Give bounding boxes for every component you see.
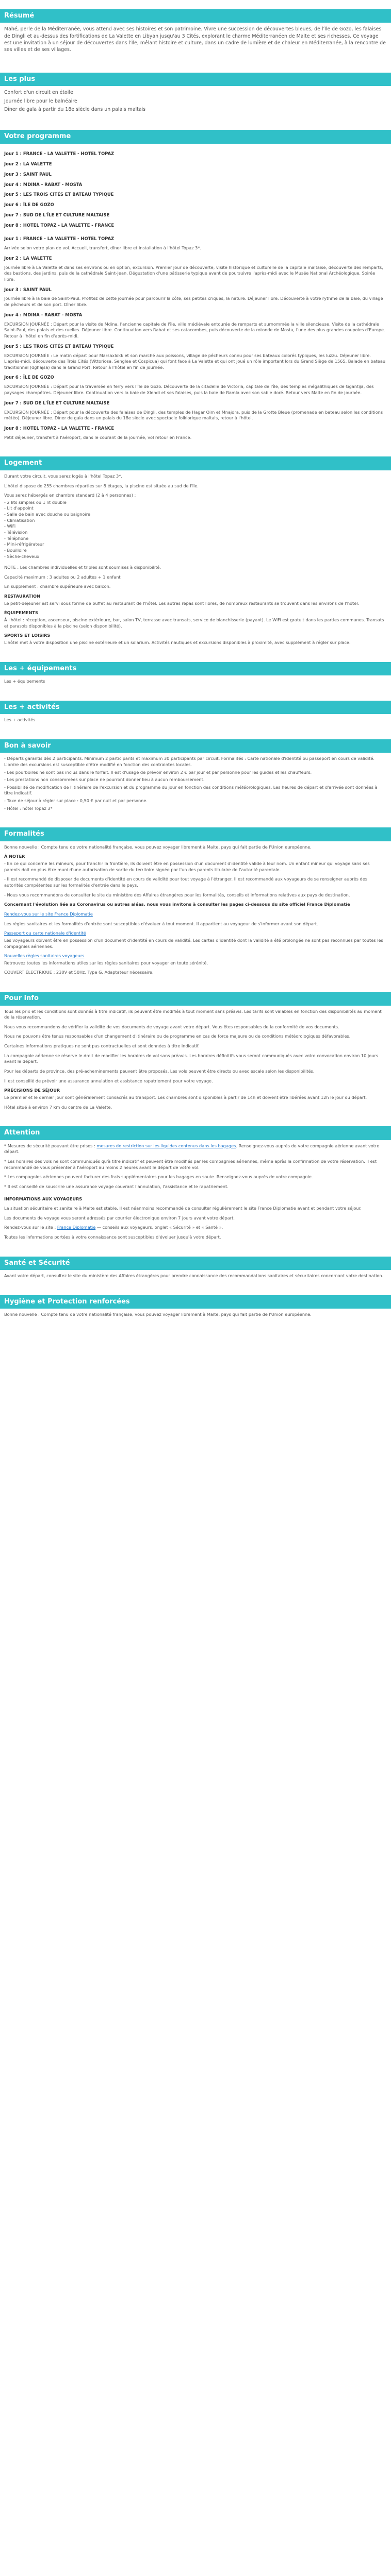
logement-note: NOTE : Les chambres individuelles et triples sont soumises à disponibilité. xyxy=(4,565,161,570)
formalites-text: - Il est recommandé de disposer de documents d'identité en cours de validité pour tout voyage à l'étranger. Il est recommandé aux voyageurs de se renseigner auprès des autorités compétentes sur les formalités d'entrée dans le pays. xyxy=(4,876,368,888)
room-feature: - Téléphone xyxy=(4,535,29,541)
section-title-attention: Attention xyxy=(0,1126,391,1140)
section-title-plus: Les plus xyxy=(0,73,391,86)
info-text: Il est conseillé de prévoir une assurance annulation et assistance rapatriement pour votre voyage. xyxy=(4,1078,213,1083)
section-title-formalites: Formalités xyxy=(0,827,391,841)
attention-text: . Renseignez-vous auprès de votre compagnie aérienne avant votre départ. xyxy=(4,1143,380,1155)
bon-a-savoir-item: - Hôtel : hôtel Topaz 3* xyxy=(4,805,53,811)
attention-closing: Toutes les informations portées à votre connaissance sont susceptibles d'évoluer jusqu'à votre départ. xyxy=(4,1234,221,1240)
formalites-note-label: À NOTER xyxy=(4,854,25,859)
covid-text: Les règles sanitaires et les formalités d'entrée sont susceptibles d'évoluer à tout moment. Il appartient au voyageur de s'informer avant son départ. xyxy=(4,921,318,926)
day-title: Jour 7 : SUD DE L'ÎLE ET CULTURE MALTAISE xyxy=(4,400,110,405)
room-feature: - Climatisation xyxy=(4,517,35,523)
day-description: Journée libre à La Valette et dans ses environs ou en option, excursion. Premier jour de découverte, visite historique et culturelle de la capitale maltaise, découverte des remparts, des bastions, des jardins, puis de la cathédrale Saint-Jean. Dégustation d'une pâtisserie typique avant de poursuivre l'après-midi avec le Musée National Archéologique. Soirée libre. xyxy=(4,264,383,282)
section-activites xyxy=(0,701,391,732)
attention-text: * Mesures de sécurité pouvant être prises : xyxy=(4,1143,97,1148)
info-text: Nous vous recommandons de vérifier la validité de vos documents de voyage avant votre départ. Vous êtes responsables de la conformité de vos documents. xyxy=(4,1024,339,1029)
room-feature: - Sèche-cheveux xyxy=(4,553,40,559)
day-description: Journée libre à la baie de Saint-Paul. Profitez de cette journée pour parcourir la côte, ses petites criques, la nature. Déjeuner libre. Découverte à votre rythme de la baie, du village de pêcheurs et de son port. Dîner libre. xyxy=(4,296,383,308)
info-subtitle: PRÉCISIONS DE SÉJOUR xyxy=(4,1088,60,1093)
sports-title: SPORTS ET LOISIRS xyxy=(4,633,51,638)
bon-a-savoir-item: - Départs garantis dès 2 participants. Minimum 2 participants et maximum 30 participants par circuit. Formalités : Carte nationale d'identité ou passeport en cours de validité. L'ordre des excursions est susceptible d'être modifié en fonction des contraintes locales. xyxy=(4,756,375,767)
logement-text: Vous serez hébergés en chambre standard (2 à 4 personnes) : xyxy=(4,493,136,498)
info-text: Nous ne pouvons être tenus responsables d'un changement d'itinéraire ou de programme en cas de force majeure ou de conditions météorologiques défavorables. xyxy=(4,1033,351,1039)
section-title-programme: Votre programme xyxy=(0,130,391,143)
day-description: EXCURSION JOURNÉE : Départ pour la traversée en ferry vers l'île de Gozo. Découverte de la citadelle de Victoria, capitale de l'île, des temples mégalithiques de Ggantija, des paysages champêtres. Déjeuner libre. Continuation vers la baie de Xlendi et ses falaises, puis la baie de Ramla avec son sable doré. Retour vers Malte en fin de journée. xyxy=(4,384,374,395)
formalites-intro: Bonne nouvelle : Compte tenu de votre nationalité française, vous pouvez voyager librement à Malte, pays qui fait partie de l'Union européenne. xyxy=(4,844,312,850)
page xyxy=(0,9,391,1327)
day-list-item: Jour 6 : ÎLE DE GOZO xyxy=(4,202,54,208)
info-text: Certaines informations pratiques ne sont pas contractuelles et sont données à titre indicatif. xyxy=(4,1043,200,1049)
day-list-item: Jour 2 : LA VALETTE xyxy=(4,161,52,166)
france-diplomatie-link[interactable]: Rendez-vous sur le site France Diplomatie xyxy=(4,911,93,917)
resume-text: Mahé, perle de la Méditerranée, vous attend avec ses histoires et son patrimoine. Vivre une succession de découvertes bleues, de l'Île de Gozo, les falaises de Dingli et au-dessus des fortifications de La Valette en Libyan jusqu'au 3 Cités, explorant le charme Méditerranéen de Malte et ses richesses. Ce voyage est une invitation à un séjour de découvertes dans l'Île, mêlant histoire et culture, dans un cadre de lumière et de chaleur en Méditerranée, à la rencontre de ses villes et de ses villages. xyxy=(4,26,386,53)
equipements-text: À l'hôtel : réception, ascenseur, piscine extérieure, bar, salon TV, terrasse avec transats, service de blanchisserie (payant). Le WiFi est gratuit dans les parties communes. Transats et parasols disponibles à la piscine (selon disponibilité). xyxy=(4,617,384,629)
logement-intro: Durant votre circuit, vous serez logés à l'hôtel Topaz 3*. xyxy=(4,473,122,479)
room-feature: - WiFi xyxy=(4,523,16,529)
section-plus xyxy=(0,73,391,122)
section-title-resume: Résumé xyxy=(0,9,391,23)
passport-text: Les voyageurs doivent être en possession d'un document d'identité en cours de validité. Les cartes d'identité dont la validité a été prolongée ne sont pas reconnues par toutes les compagnies aériennes. xyxy=(4,937,383,949)
france-diplomatie-link-2[interactable]: France Diplomatie xyxy=(57,1225,96,1230)
day-description: EXCURSION JOURNÉE : Le matin départ pour Marsaxlokk et son marché aux poissons, village de pêcheurs connu pour ses bateaux colorés typiques, les luzzu. Déjeuner libre. L'après-midi, découverte des Trois Cités (Vittoriosa, Senglea et Cospicua) qui font face à La Valette et qui ont joué un rôle important lors du Grand Siège de 1565. Balade en bateau traditionnel (dghajsa) dans le Grand Port. Retour à l'hôtel en fin de journée. xyxy=(4,352,386,370)
formalites-text: - Nous vous recommandons de consulter le site du ministère des Affaires étrangères pour les formalités, conseils et informations relatives aux pays de destination. xyxy=(4,892,350,897)
section-title-equipements: Les + équipements xyxy=(0,662,391,675)
sante-text: Avant votre départ, consultez le site du ministère des Affaires étrangères pour prendre connaissance des recommandations sanitaires et sécuritaires concernant votre destination. xyxy=(4,1273,384,1279)
formalites-text: - En ce qui concerne les mineurs, pour franchir la frontière, ils doivent être en possession d'un document d'identité valide à leur nom. Un enfant mineur qui voyage sans ses parents doit en plus être muni d'une autorisation de sortie du territoire signée par l'un des parents titulaire de l'autorité parentale. xyxy=(4,861,370,872)
day-description: Petit déjeuner, transfert à l'aéroport, dans le courant de la journée, vol retour en France. xyxy=(4,434,192,440)
hygiene-text: Bonne nouvelle : Compte tenu de votre nationalité française, vous pouvez voyager librement à Malte, pays qui fait partie de l'Union européenne. xyxy=(4,1312,312,1317)
bon-a-savoir-item: - Possibilité de modification de l'itinéraire de l'excursion et du programme du jour en fonction des conditions météorologiques. Les heures de départ et d'arrivée sont données à titre indicatif. xyxy=(4,784,378,796)
section-formalites xyxy=(0,827,391,985)
section-attention xyxy=(0,1126,391,1249)
room-feature: - Mini-réfrigérateur xyxy=(4,541,44,547)
bon-a-savoir-item: - Les pourboires ne sont pas inclus dans le forfait. Il est d'usage de prévoir environ 2 € par jour et par personne pour les guides et les chauffeurs. xyxy=(4,769,312,775)
section-title-hygiene: Hygiène et Protection renforcées xyxy=(0,1295,391,1309)
activites-body: Les + activités xyxy=(4,717,36,723)
equipements-body: Les + équipements xyxy=(4,679,45,684)
link-suffix: — conseils aux voyageurs, onglet « Sécurité » et « Santé ». xyxy=(95,1225,223,1230)
day-title: Jour 3 : SAINT PAUL xyxy=(4,286,52,292)
day-title: Jour 4 : MDINA - RABAT - MOSTA xyxy=(4,312,83,317)
day-title: Jour 1 : FRANCE - LA VALETTE - HOTEL TOPAZ xyxy=(4,236,115,242)
plus-line: Dîner de gala à partir du 18e siècle dans un palais maltais xyxy=(4,106,146,112)
room-feature: - Bouilloire xyxy=(4,547,27,553)
traveler-info-title: INFORMATIONS AUX VOYAGEURS xyxy=(4,1196,83,1201)
section-logement xyxy=(0,456,391,654)
electric-info: COUVERT ÉLECTRIQUE : 230V et 50Hz. Type G. Adaptateur nécessaire. xyxy=(4,970,154,975)
day-list-item: Jour 7 : SUD DE L'ÎLE ET CULTURE MALTAISE xyxy=(4,212,110,218)
liquids-restriction-link[interactable]: mesures de restriction sur les liquides contenus dans les bagages xyxy=(96,1143,236,1148)
attention-item xyxy=(4,1143,387,1155)
traveler-info-text: Les documents de voyage vous seront adressés par courrier électronique environ 7 jours avant votre départ. xyxy=(4,1215,235,1221)
equipements-title: ÉQUIPEMENTS xyxy=(4,610,38,616)
day-list-item: Jour 8 : HOTEL TOPAZ - LA VALETTE - FRANCE xyxy=(4,223,115,228)
section-title-sante: Santé et Sécurité xyxy=(0,1257,391,1270)
logement-supplement: En supplément : chambre supérieure avec balcon. xyxy=(4,584,111,589)
bon-a-savoir-item: - Les prestations non consommées sur place ne pourront donner lieu à aucun remboursement. xyxy=(4,777,205,783)
info-text: Tous les prix et les conditions sont donnés à titre indicatif, ils peuvent être modifiés à tout moment sans préavis. Les tarifs sont valables en fonction des disponibilités au moment de la réservation. xyxy=(4,1008,382,1020)
day-title: Jour 6 : ÎLE DE GOZO xyxy=(4,375,54,380)
traveler-info-link-line xyxy=(4,1225,387,1231)
room-feature: - Télévision xyxy=(4,529,28,535)
day-list-item: Jour 3 : SAINT PAUL xyxy=(4,171,52,177)
traveler-info-text: La situation sécuritaire et sanitaire à Malte est stable. Il est néanmoins recommandé de consulter régulièrement le site France Diplomatie avant et pendant votre séjour. xyxy=(4,1206,362,1211)
attention-item: * Les compagnies aériennes peuvent facturer des frais supplémentaires pour les bagages en soute. Renseignez-vous auprès de votre compagnie. xyxy=(4,1174,313,1180)
day-list-item: Jour 5 : LES TROIS CITÉS ET BATEAU TYPIQUE xyxy=(4,192,114,197)
day-title: Jour 2 : LA VALETTE xyxy=(4,255,52,261)
room-feature: - Salle de bain avec douche ou baignoire xyxy=(4,512,90,517)
room-feature: - Lit d'appoint xyxy=(4,505,34,511)
info-text: La compagnie aérienne se réserve le droit de modifier les horaires de vol sans préavis. Les horaires définitifs vous seront communiqués avec votre convocation environ 10 jours avant le départ. xyxy=(4,1053,379,1064)
sports-text: L'hôtel met à votre disposition une piscine extérieure et un solarium. Activités nautiques et excursions disponibles à proximité, avec supplément à régler sur place. xyxy=(4,639,351,645)
section-equipements xyxy=(0,662,391,693)
day-description: Arrivée selon votre plan de vol. Accueil, transfert, dîner libre et installation à l'hôtel Topaz 3*. xyxy=(4,245,201,251)
restauration-title: RESTAURATION xyxy=(4,594,40,599)
info-text: Hôtel situé à environ 7 km du centre de La Valette. xyxy=(4,1104,112,1110)
covid-title: Concernant l'évolution liée au Coronavirus ou autres aléas, nous vous invitons à consulter les pages ci-dessous du site officiel France Diplomatie xyxy=(4,902,350,907)
section-title-activites: Les + activités xyxy=(0,701,391,714)
section-bon-a-savoir xyxy=(0,739,391,821)
section-programme xyxy=(0,130,391,449)
day-description: EXCURSION JOURNÉE : Départ pour la visite de Mdina, l'ancienne capitale de l'île, ville médiévale entourée de remparts et surnommée la ville silencieuse. Visite de la cathédrale Saint-Paul, des palais et des ruelles. Déjeuner libre. Continuation vers Rabat et ses catacombes, puis découverte de la rotonde de Mosta, l'une des plus grandes coupoles d'Europe. Retour à l'hôtel en fin d'après-midi. xyxy=(4,321,385,338)
info-text: Le premier et le dernier jour sont généralement consacrés au transport. Les chambres sont disponibles à partir de 14h et doivent être libérées avant 12h le jour du départ. xyxy=(4,1094,367,1100)
day-list-item: Jour 4 : MDINA - RABAT - MOSTA xyxy=(4,181,83,187)
passport-link[interactable]: Passeport ou carte nationale d'identité xyxy=(4,930,86,936)
bon-a-savoir-item: - Taxe de séjour à régler sur place : 0,50 € par nuit et par personne. xyxy=(4,798,148,804)
logement-text: L'hôtel dispose de 255 chambres réparties sur 8 étages, la piscine est située au sud de l'île. xyxy=(4,483,199,488)
section-title-bon-a-savoir: Bon à savoir xyxy=(0,739,391,753)
day-description: EXCURSION JOURNÉE : Départ pour la découverte des falaises de Dingli, des temples de Hagar Qim et Mnajdra, puis de la Grotte Bleue (promenade en bateau selon les conditions météo). Déjeuner libre. Dîner de gala dans un palais du 18e siècle avec spectacle folklorique maltais, retour à l'hôtel. xyxy=(4,409,383,421)
sanitary-rules-link[interactable]: Nouvelles règles sanitaires voyageurs xyxy=(4,953,85,959)
plus-line: Journée libre pour le balnéaire xyxy=(4,98,77,104)
section-title-logement: Logement xyxy=(0,456,391,470)
section-resume xyxy=(0,9,391,62)
info-text: Pour les départs de province, des pré-acheminements peuvent être proposés. Les vols peuvent être directs ou avec escale selon les disponibilités. xyxy=(4,1069,315,1074)
restauration-text: Le petit-déjeuner est servi sous forme de buffet au restaurant de l'hôtel. Les autres repas sont libres, de nombreux restaurants se trouvent dans les environs de l'hôtel. xyxy=(4,600,360,606)
attention-item: * Il est conseillé de souscrire une assurance voyage couvrant l'annulation, l'assistance et le rapatriement. xyxy=(4,1183,229,1189)
attention-item: * Les horaires des vols ne sont communiqués qu'à titre indicatif et peuvent être modifiés par les compagnies aériennes, même après la confirmation de votre réservation. Il est recommandé de vous présenter à l'aéroport au moins 2 heures avant le départ de votre vol. xyxy=(4,1158,377,1170)
logement-capacity: Capacité maximum : 3 adultes ou 2 adultes + 1 enfant xyxy=(4,574,121,580)
day-title: Jour 5 : LES TROIS CITÉS ET BATEAU TYPIQUE xyxy=(4,343,114,349)
section-title-pour-info: Pour info xyxy=(0,992,391,1005)
room-feature: - 2 lits simples ou 1 lit double xyxy=(4,499,67,505)
link-prefix: Rendez-vous sur le site : xyxy=(4,1225,57,1230)
section-sante xyxy=(0,1257,391,1288)
day-title: Jour 8 : HOTEL TOPAZ - LA VALETTE - FRANCE xyxy=(4,425,115,431)
section-hygiene xyxy=(0,1295,391,1327)
section-pour-info xyxy=(0,992,391,1119)
plus-line: Confort d'un circuit en étoile xyxy=(4,90,73,96)
sanitary-rules-text: Retrouvez toutes les informations utiles sur les règles sanitaires pour voyager en toute sérénité. xyxy=(4,960,208,965)
day-list-item: Jour 1 : FRANCE - LA VALETTE - HOTEL TOPAZ xyxy=(4,150,115,156)
